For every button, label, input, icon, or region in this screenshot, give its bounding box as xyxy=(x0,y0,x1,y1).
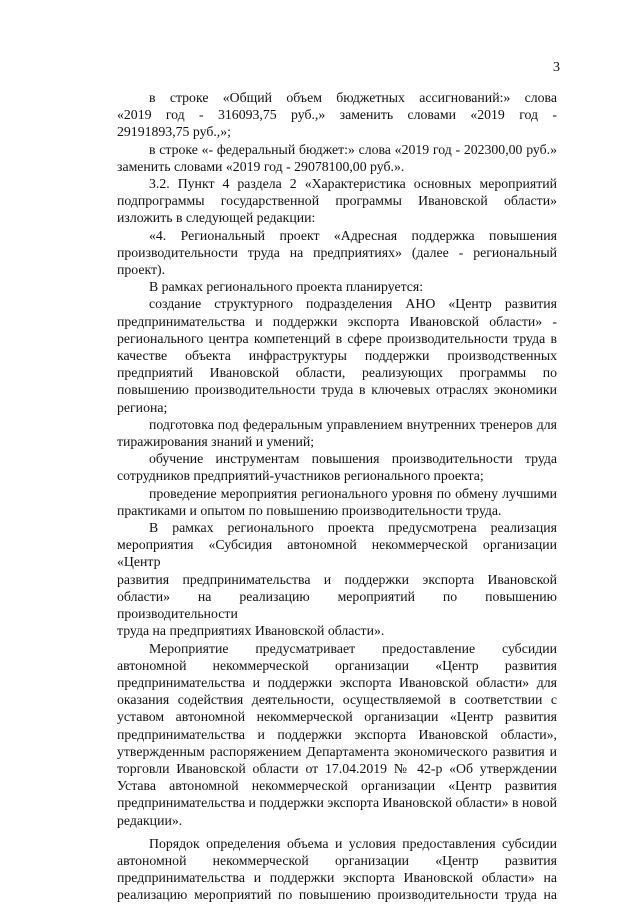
text-line: предпринимательства и поддержки экспорта Ивановской области» на xyxy=(117,870,557,886)
text-line: автономной некоммерческой организации «Центр развития xyxy=(117,852,557,868)
text-line: мероприятия «Субсидия автономной некоммерческой организации «Центр xyxy=(117,537,557,570)
text-line: труда на предприятиях Ивановской области». xyxy=(117,623,385,639)
text-line: утвержденным распоряжением Департамента экономического развития и xyxy=(117,743,557,759)
text-line: предпринимательства и поддержки экспорта Ивановской области» - xyxy=(117,313,557,329)
text-line: проведение мероприятия регионального уровня по обмену лучшими xyxy=(149,485,557,501)
document-body xyxy=(117,89,557,904)
text-line: предпринимательства и поддержки экспорта Ивановской области», xyxy=(117,726,557,742)
text-line: заменить словами «2019 год - 29078100,00 руб.». xyxy=(117,158,405,174)
text-line: обучение инструментам повышения производительности труда xyxy=(149,451,557,467)
text-line: Устава автономной некоммерческой организации «Центр развития xyxy=(117,778,557,794)
text-line: 29191893,75 руб.,»; xyxy=(117,124,231,140)
text-line: Порядок определения объема и условия предоставления субсидии xyxy=(149,835,557,851)
text-line: в строке «- федеральный бюджет:» слова «2019 год - 202300,00 руб.» xyxy=(149,141,557,157)
text-line: сотрудников предприятий-участников регионального проекта; xyxy=(117,468,484,484)
text-line: Мероприятие предусматривает предоставление субсидии xyxy=(149,640,557,656)
text-line: 3.2. Пункт 4 раздела 2 «Характеристика основных мероприятий xyxy=(149,176,557,192)
text-line: редакции». xyxy=(117,812,183,828)
text-line: торговли Ивановской области от 17.04.2019 № 42-р «Об утверждении xyxy=(117,760,557,776)
page-number: 3 xyxy=(553,60,560,75)
text-line: тиражирования знаний и умений; xyxy=(117,434,315,450)
text-line: «4. Региональный проект «Адресная поддержка повышения xyxy=(149,227,557,243)
text-line: создание структурного подразделения АНО «Центр развития xyxy=(149,296,557,312)
text-line: производительности труда на предприятиях» (далее - региональный xyxy=(117,244,557,260)
text-line: предпринимательства и поддержки экспорта Ивановской области» для xyxy=(117,674,557,690)
text-line: качестве объекта инфраструктуры поддержки производственных xyxy=(117,348,557,364)
text-line: уставом автономной некоммерческой организации «Центр развития xyxy=(117,709,557,725)
text-line: В рамках регионального проекта планируется: xyxy=(149,279,424,295)
text-line: региона; xyxy=(117,399,168,415)
text-line: повышению производительности труда в ключевых отраслях экономики xyxy=(117,382,557,398)
text-line: «2019 год - 316093,75 руб.,» заменить словами «2019 год - xyxy=(117,107,557,123)
text-line: области» на реализацию мероприятий по повышению производительности xyxy=(117,588,557,622)
text-line: развития предпринимательства и поддержки экспорта Ивановской xyxy=(117,571,557,587)
text-line: проект). xyxy=(117,262,166,278)
text-line: изложить в следующей редакции: xyxy=(117,210,316,226)
text-line: оказания содействия деятельности, осуществляемой в соответствии с xyxy=(117,692,557,708)
text-line: в строке «Общий объем бюджетных ассигнований:» слова xyxy=(149,90,557,105)
text-line: реализацию мероприятий по повышению производительности труда на xyxy=(117,887,557,903)
text-line: практиками и опытом по повышению производительности труда. xyxy=(117,502,502,518)
text-line: подготовка под федеральным управлением внутренних тренеров для xyxy=(149,416,557,432)
text-line: предпринимательства и поддержки экспорта Ивановской области» в новой xyxy=(117,795,557,811)
text-line: В рамках регионального проекта предусмотрена реализация xyxy=(149,520,557,536)
text-line: подпрограммы государственной программы Ивановской области» xyxy=(117,193,557,209)
text-line: автономной некоммерческой организации «Центр развития xyxy=(117,657,557,673)
text-line: предприятий Ивановской области, реализующих программы по xyxy=(117,365,557,381)
text-line: регионального центра компетенций в сфере производительности труда в xyxy=(117,330,557,346)
